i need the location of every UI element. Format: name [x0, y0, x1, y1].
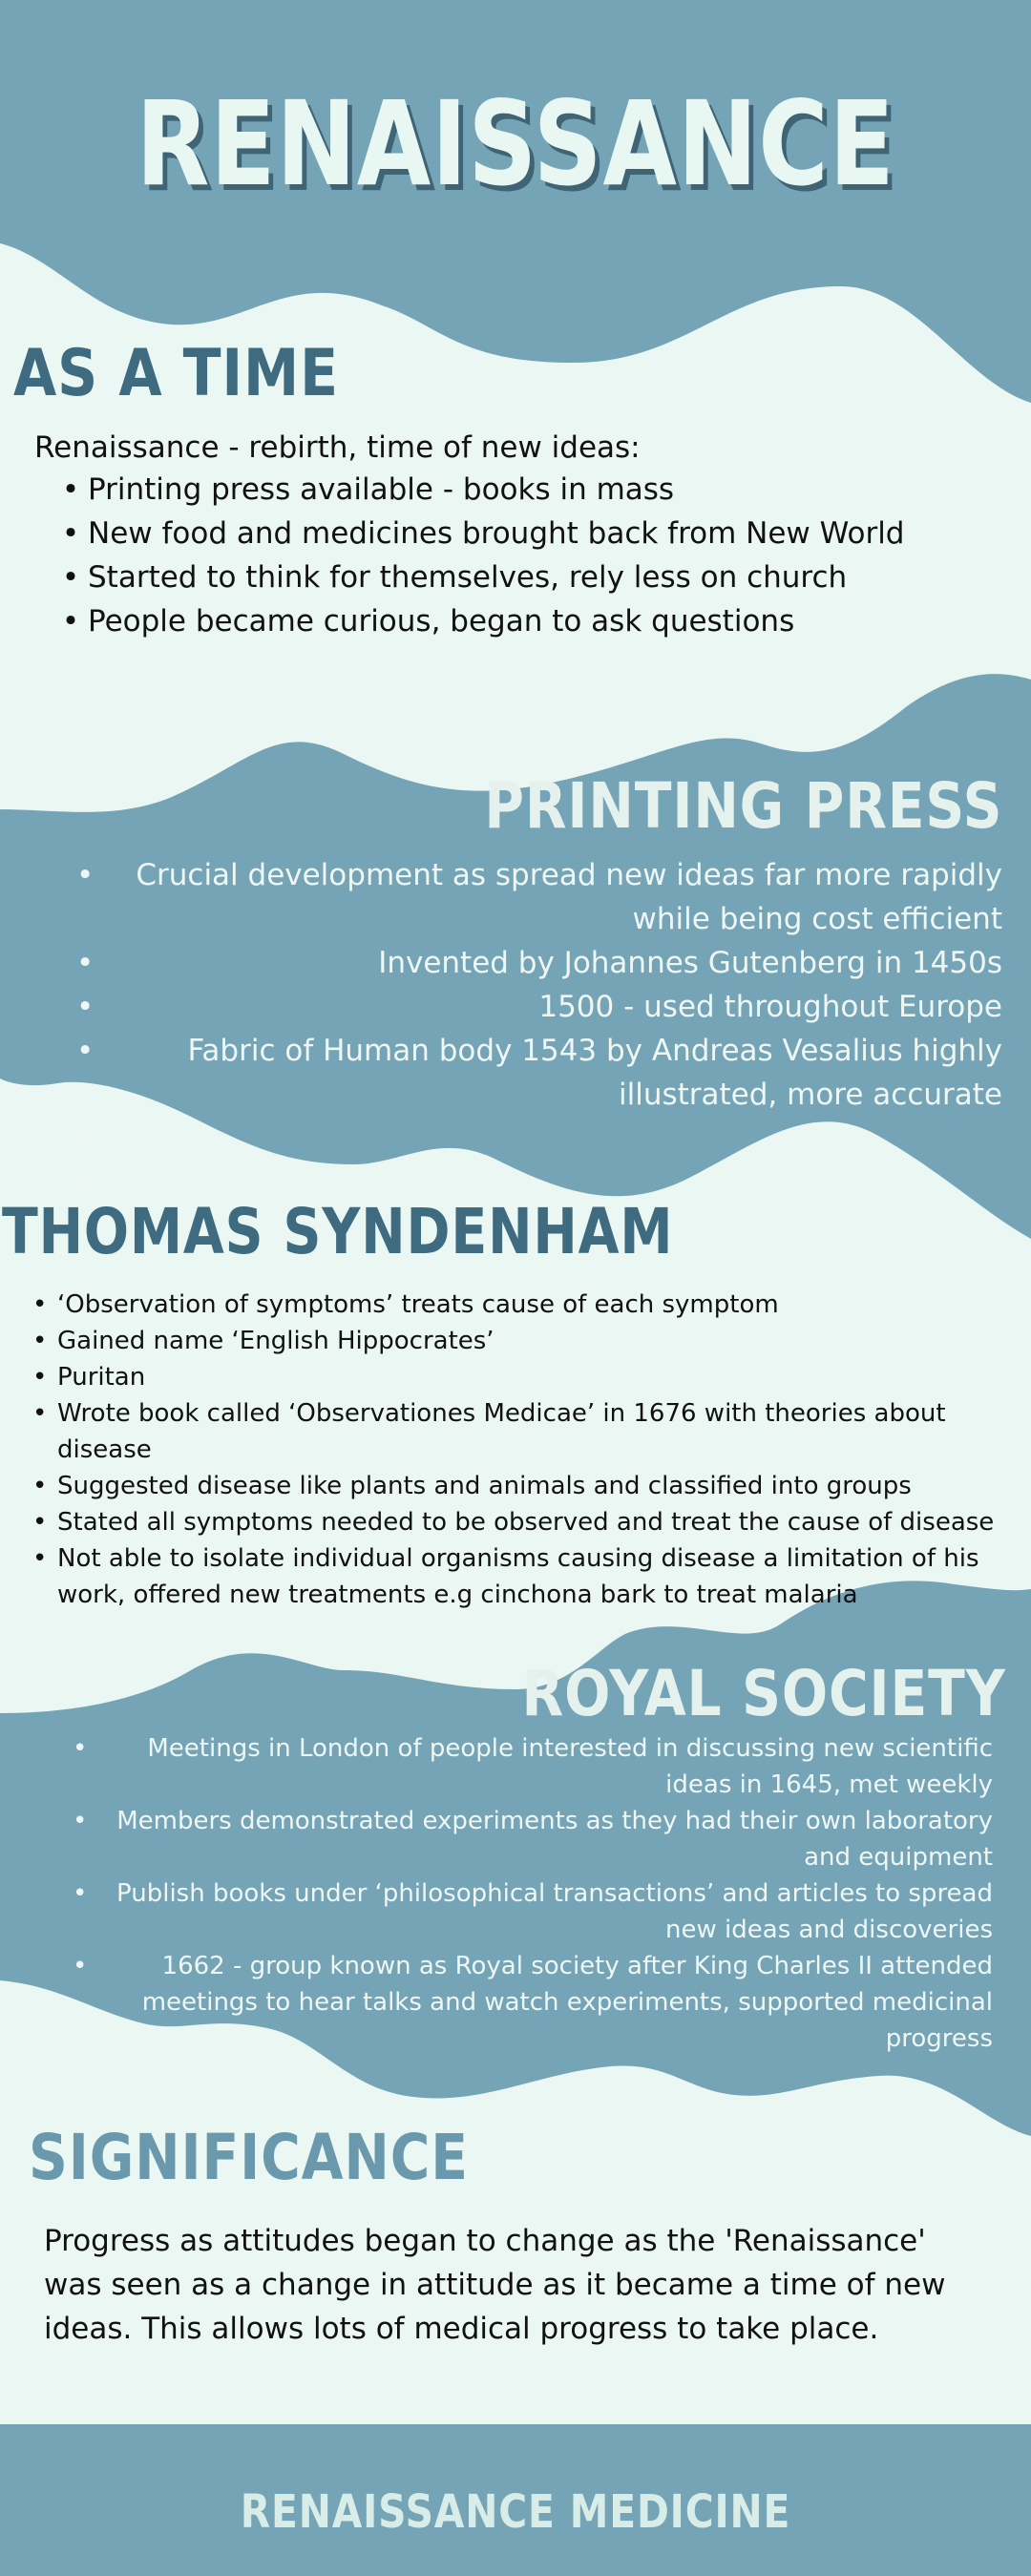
heading-royal-society: ROYAL SOCIETY	[521, 1657, 1006, 1730]
main-title: RENAISSANCE	[136, 76, 895, 212]
list-item: • Started to think for themselves, rely less on church	[53, 555, 1008, 599]
empty-bullet	[76, 1174, 85, 1183]
heading-thomas-syndenham: THOMAS SYNDENHAM	[2, 1195, 674, 1268]
as-a-time-list	[53, 468, 1008, 643]
list-item: • Members demonstrated experiments as they had their own laboratory and equipment	[67, 1803, 993, 1875]
list-item: • Suggested disease like plants and animals and classified into groups	[29, 1468, 1021, 1504]
empty-bullet	[76, 1130, 85, 1139]
list-item: • 1500 - used throughout Europe	[67, 985, 1002, 1029]
list-item: • Wrote book called ‘Observationes Medicae’ in 1676 with theories about disease	[29, 1395, 1021, 1468]
footer-title: RENAISSANCE MEDICINE	[240, 2485, 791, 2539]
list-item: • Fabric of Human body 1543 by Andreas Vesalius highly illustrated, more accurate	[67, 1029, 1002, 1117]
heading-as-a-time: AS A TIME	[13, 336, 339, 411]
heading-significance: SIGNIFICANCE	[29, 2121, 469, 2194]
list-item: • Puritan	[29, 1359, 1021, 1395]
thomas-syndenham-list	[29, 1287, 1021, 1613]
list-item: • Publish books under ‘philosophical transactions’ and articles to spread new ideas and discoveries	[67, 1875, 993, 1948]
significance-text: Progress as attitudes began to change as the 'Renaissance' was seen as a change in attitude as it became a time of new ideas. This allows lots of medical progress to take place.	[44, 2224, 946, 2346]
printing-press-list	[67, 853, 1002, 1117]
list-item: • Not able to isolate individual organisms causing disease a limitation of his work, offered new treatments e.g cinchona bark to treat malaria	[29, 1540, 1021, 1613]
list-item: • People became curious, began to ask questions	[53, 599, 1008, 643]
list-item: • Crucial development as spread new ideas far more rapidly while being cost efficient	[67, 853, 1002, 941]
list-item: • 1662 - group known as Royal society after King Charles II attended meetings to hear talks and watch experiments, supported medicinal progress	[67, 1948, 993, 2057]
list-item: • Invented by Johannes Gutenberg in 1450s	[67, 941, 1002, 985]
list-item: • New food and medicines brought back from New World	[53, 512, 1008, 555]
list-item: • Meetings in London of people interested in discussing new scientific ideas in 1645, met weekly	[67, 1730, 993, 1803]
list-item: • Gained name ‘English Hippocrates’	[29, 1323, 1021, 1359]
list-item: • Printing press available - books in mass	[53, 468, 1008, 512]
as-a-time-intro: Renaissance - rebirth, time of new ideas:	[34, 430, 641, 465]
list-item: • Stated all symptoms needed to be observed and treat the cause of disease	[29, 1504, 1021, 1540]
list-item: • ‘Observation of symptoms’ treats cause of each symptom	[29, 1287, 1021, 1323]
heading-printing-press: PRINTING PRESS	[484, 769, 1002, 843]
royal-society-list	[67, 1730, 993, 2057]
